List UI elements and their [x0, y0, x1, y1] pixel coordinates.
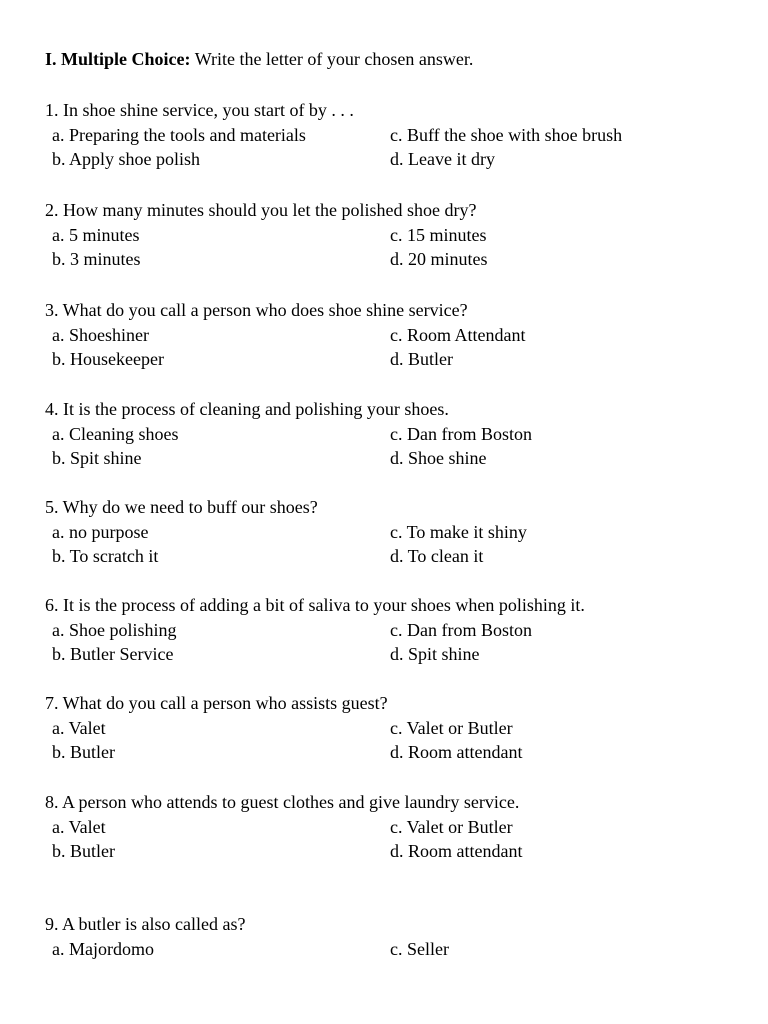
question-7	[45, 691, 745, 765]
question-4	[45, 397, 745, 471]
options	[45, 617, 745, 667]
option-b: b. Spit shine	[52, 448, 142, 468]
option-d: d. Spit shine	[390, 644, 480, 664]
option-c: c. Seller	[390, 939, 449, 959]
options	[45, 715, 745, 765]
option-d: d. Room attendant	[390, 742, 523, 762]
option-a: a. Shoeshiner	[52, 325, 149, 345]
option-b: b. Butler Service	[52, 644, 174, 664]
option-a: a. Majordomo	[52, 939, 154, 959]
option-c: c. Dan from Boston	[390, 620, 532, 640]
option-d: d. 20 minutes	[390, 249, 488, 269]
question-stem: 2. How many minutes should you let the polished shoe dry?	[45, 200, 477, 220]
question-2	[45, 198, 745, 272]
option-a: a. no purpose	[52, 522, 149, 542]
options	[45, 122, 745, 172]
question-3	[45, 298, 745, 372]
question-stem: 5. Why do we need to buff our shoes?	[45, 497, 318, 517]
option-d: d. Leave it dry	[390, 149, 495, 169]
options	[45, 936, 745, 986]
option-a: a. Valet	[52, 718, 106, 738]
options	[45, 519, 745, 569]
option-a: a. Preparing the tools and materials	[52, 125, 306, 145]
option-c: c. Valet or Butler	[390, 817, 513, 837]
option-b: b. 3 minutes	[52, 249, 141, 269]
option-c: c. Valet or Butler	[390, 718, 513, 738]
question-stem: 1. In shoe shine service, you start of by . . .	[45, 100, 354, 120]
option-b: b. Butler	[52, 841, 115, 861]
section-heading	[45, 47, 473, 71]
option-c: c. To make it shiny	[390, 522, 527, 542]
option-a: a. 5 minutes	[52, 225, 140, 245]
section-label: I. Multiple Choice:	[45, 49, 191, 69]
option-c: c. Room Attendant	[390, 325, 526, 345]
option-c: c. Dan from Boston	[390, 424, 532, 444]
question-9	[45, 912, 745, 986]
question-stem: 3. What do you call a person who does shoe shine service?	[45, 300, 468, 320]
option-b: b. Apply shoe polish	[52, 149, 201, 169]
options	[45, 322, 745, 372]
option-d: d. Butler	[390, 349, 453, 369]
question-6	[45, 593, 745, 667]
option-a: a. Valet	[52, 817, 106, 837]
question-stem: 4. It is the process of cleaning and polishing your shoes.	[45, 399, 449, 419]
option-a: a. Shoe polishing	[52, 620, 177, 640]
option-c: c. Buff the shoe with shoe brush	[390, 125, 623, 145]
section-instruction: Write the letter of your chosen answer.	[194, 49, 474, 69]
question-stem: 9. A butler is also called as?	[45, 914, 246, 934]
question-5	[45, 495, 745, 569]
question-stem: 8. A person who attends to guest clothes and give laundry service.	[45, 792, 520, 812]
option-a: a. Cleaning shoes	[52, 424, 179, 444]
option-c: c. 15 minutes	[390, 225, 487, 245]
option-b: b. Housekeeper	[52, 349, 164, 369]
option-d: d. Shoe shine	[390, 448, 487, 468]
option-d: d. To clean it	[390, 546, 484, 566]
question-1	[45, 98, 745, 172]
question-stem: 6. It is the process of adding a bit of saliva to your shoes when polishing it.	[45, 595, 585, 615]
question-8	[45, 790, 745, 864]
option-b: b. To scratch it	[52, 546, 159, 566]
options	[45, 814, 745, 864]
option-b: b. Butler	[52, 742, 115, 762]
question-stem: 7. What do you call a person who assists guest?	[45, 693, 388, 713]
option-d: d. Room attendant	[390, 841, 523, 861]
options	[45, 421, 745, 471]
options	[45, 222, 745, 272]
